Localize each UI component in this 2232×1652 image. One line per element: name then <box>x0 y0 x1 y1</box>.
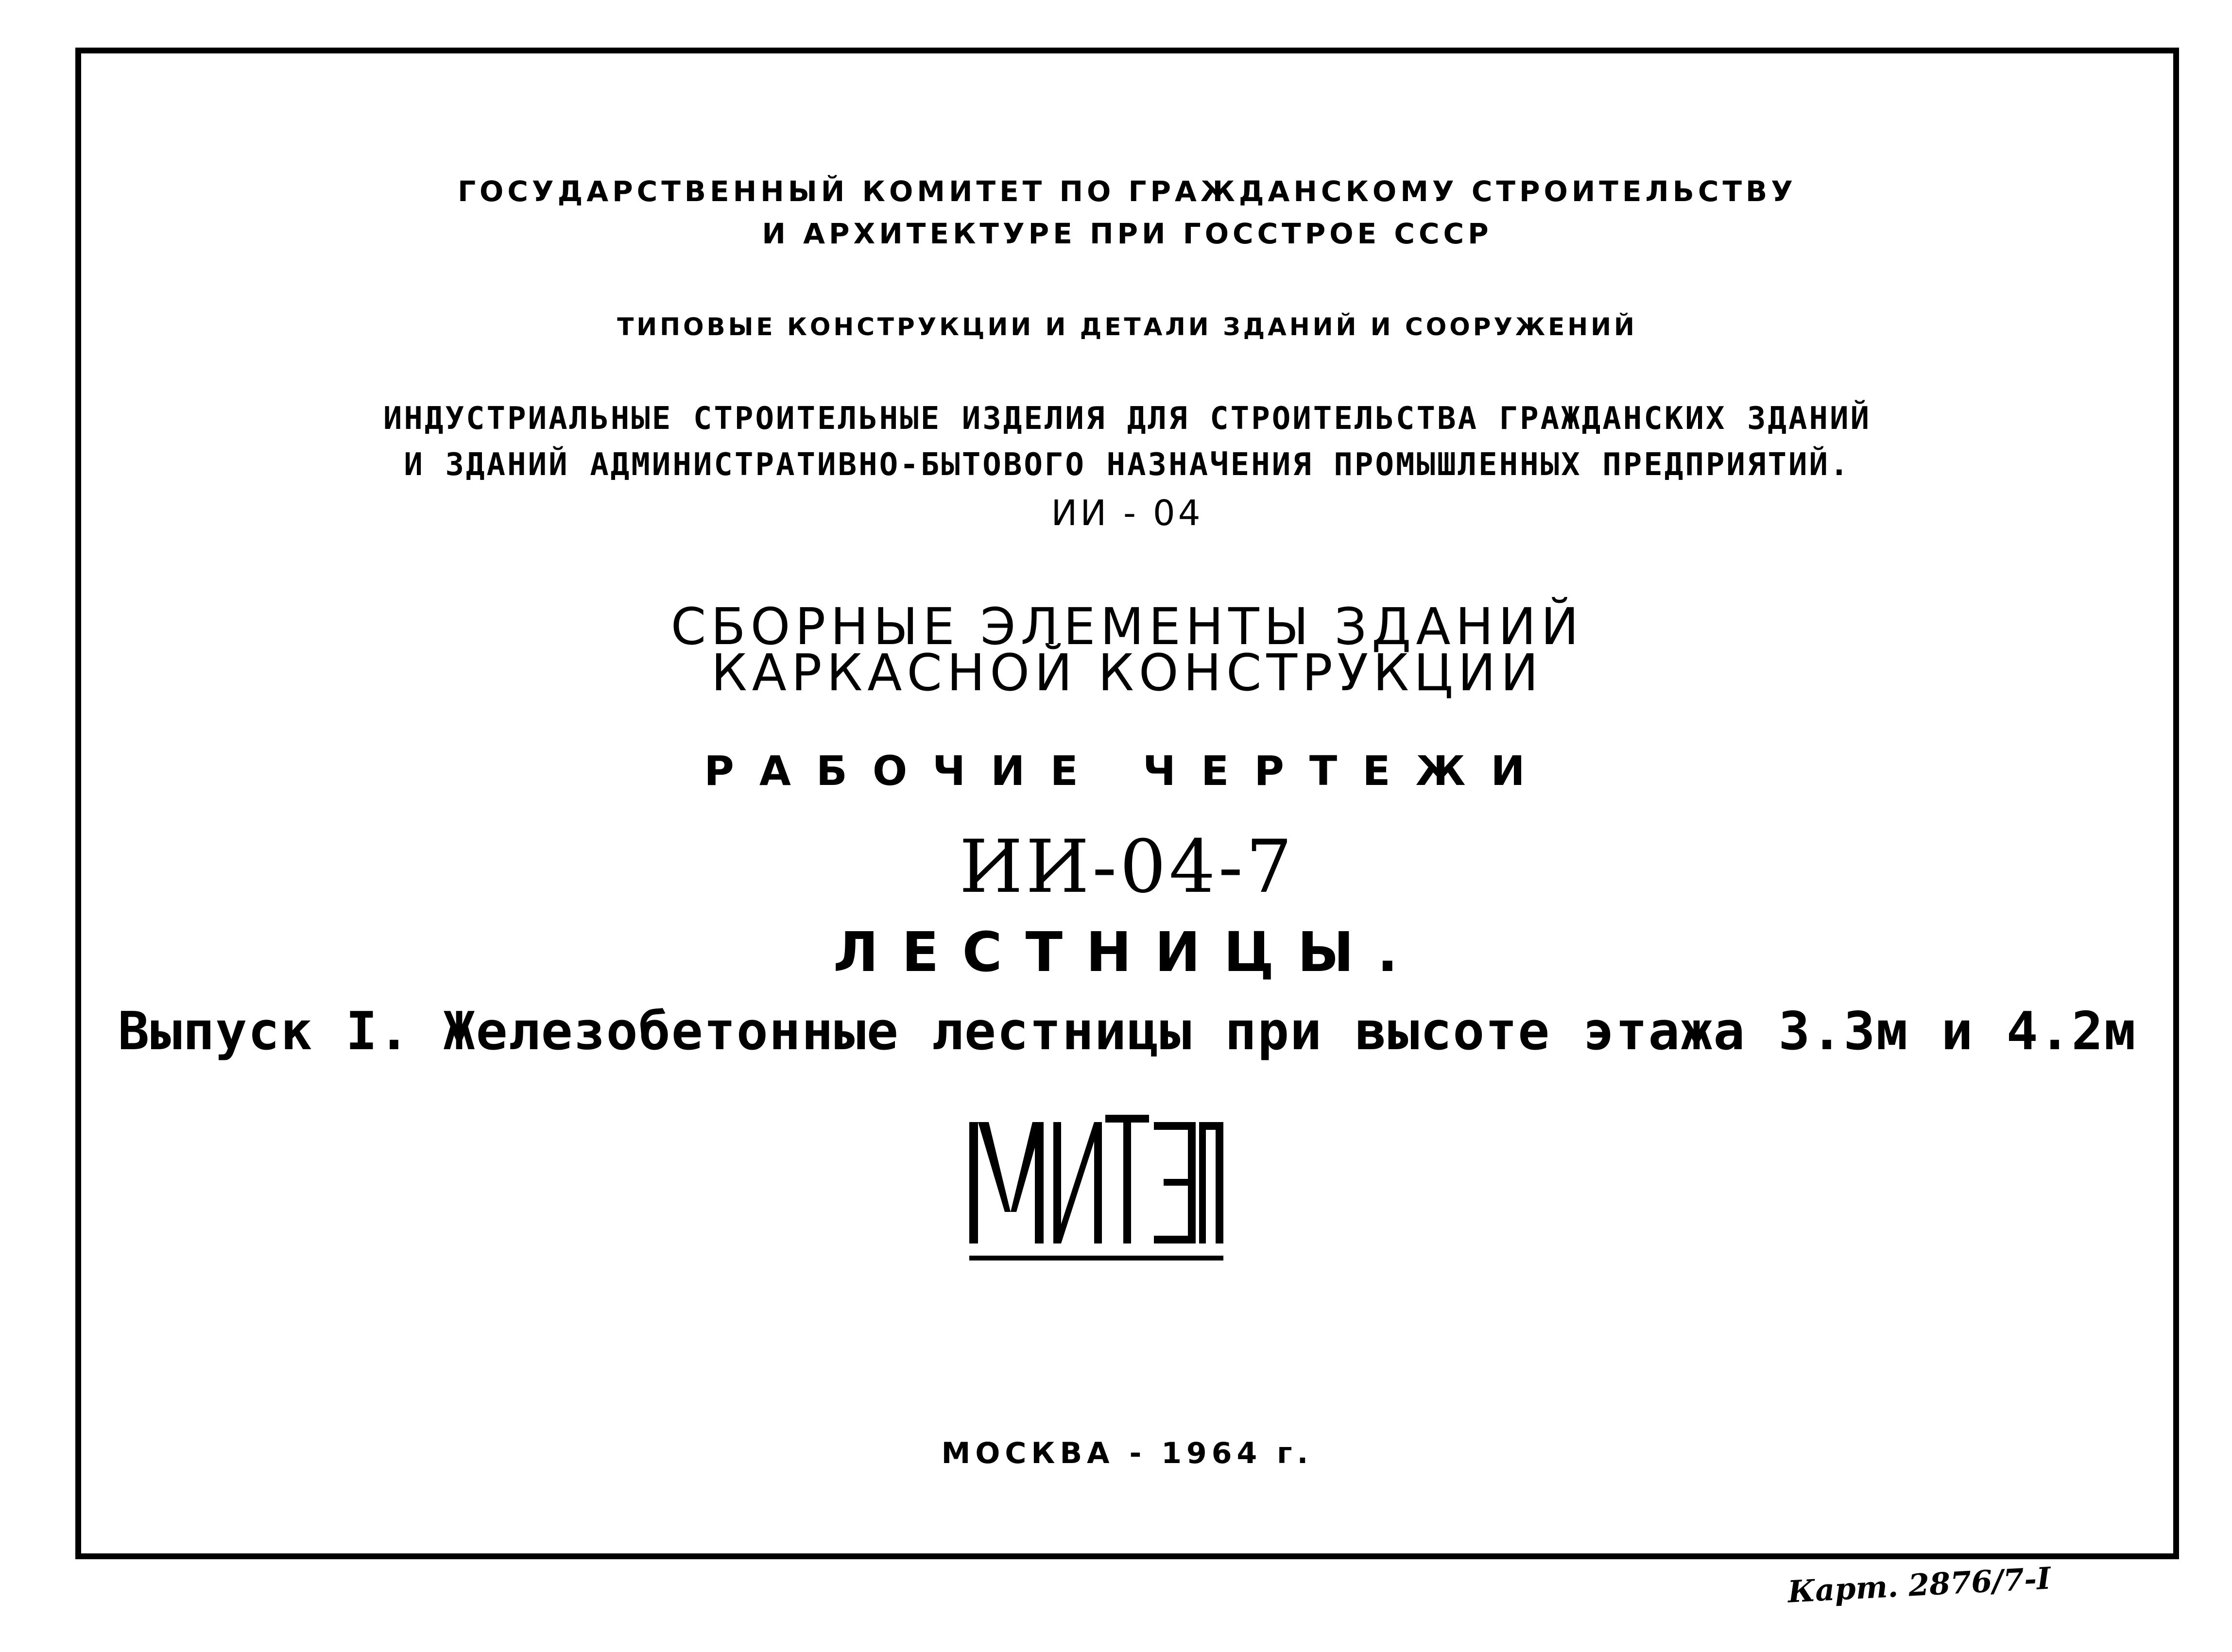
committee-line-1: ГОСУДАРСТВЕННЫЙ КОМИТЕТ ПО ГРАЖДАНСКОМУ СТРОИТЕЛЬСТВУ <box>458 175 1797 208</box>
mitep-logo <box>967 1110 1224 1275</box>
series-code: ИИ - 04 <box>1051 493 1203 533</box>
industrial-line-1: ИНДУСТРИАЛЬНЫЕ СТРОИТЕЛЬНЫЕ ИЗДЕЛИЯ ДЛЯ СТРОИТЕЛЬСТВА ГРАЖДАНСКИХ ЗДАНИЙ <box>383 401 1871 437</box>
title-line-1: СБОРНЫЕ ЭЛЕМЕНТЫ ЗДАНИЙ <box>670 597 1584 656</box>
city-year: МОСКВА - 1964 г. <box>941 1436 1313 1470</box>
document-frame <box>75 48 2179 1559</box>
title-line-2: КАРКАСНОЙ КОНСТРУКЦИИ <box>711 643 1544 702</box>
working-drawings-label: РАБОЧИЕ ЧЕРТЕЖИ <box>704 747 1550 795</box>
series-title: ТИПОВЫЕ КОНСТРУКЦИИ И ДЕТАЛИ ЗДАНИЙ И СООРУЖЕНИЙ <box>617 313 1637 341</box>
document-code: ИИ-04-7 <box>959 825 1295 909</box>
subject-title: ЛЕСТНИЦЫ. <box>833 921 1422 984</box>
committee-line-2: И АРХИТЕКТУРЕ ПРИ ГОССТРОЕ СССР <box>762 217 1493 250</box>
archive-stamp: Карт. 2876/7-I <box>1786 1560 2052 1610</box>
industrial-line-2: И ЗДАНИЙ АДМИНИСТРАТИВНО-БЫТОВОГО НАЗНАЧЕНИЯ ПРОМЫШЛЕННЫХ ПРЕДПРИЯТИЙ. <box>404 447 1851 483</box>
issue-line: Выпуск I. Железобетонные лестницы при высоте этажа 3.3м и 4.2м <box>118 1001 2137 1062</box>
